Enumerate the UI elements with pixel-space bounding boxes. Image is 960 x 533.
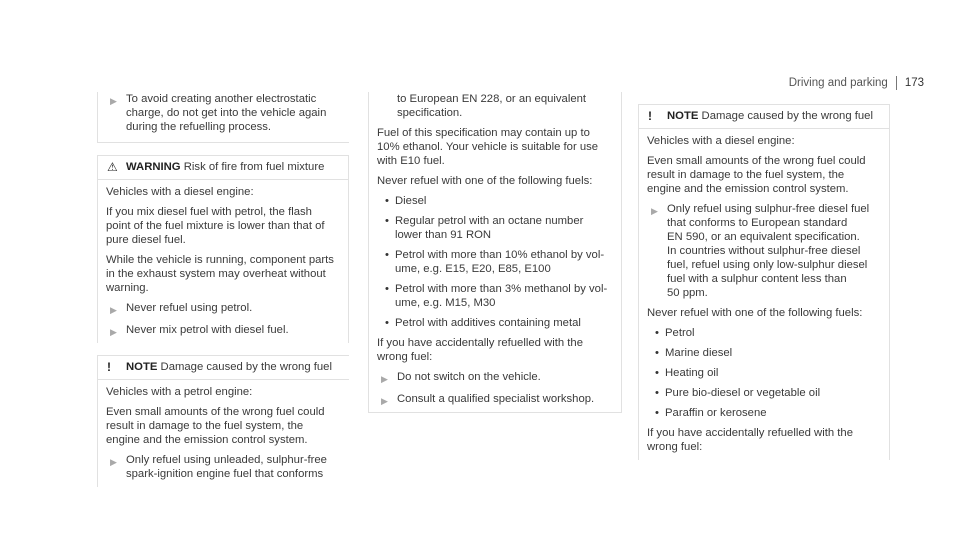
note-title (98, 356, 349, 380)
list-item: • Petrol (647, 326, 889, 340)
note-heading: Damage caused by the wrong fuel (701, 110, 873, 122)
column-left (97, 92, 349, 487)
column-right (638, 104, 890, 460)
list-item: • Pure bio-diesel or vegetable oil (647, 386, 889, 400)
text-line: point of the fuel mixture is lower than that of (106, 220, 325, 232)
exclamation-icon: ! (648, 109, 652, 123)
instruction (639, 202, 889, 300)
text-line: fuel, refuel using only low-sulphur diesel (667, 259, 868, 271)
text-line: • Petrol with more than 3% methanol by vol- (395, 283, 608, 295)
text-line: pure diesel fuel. (106, 234, 186, 246)
paragraph: Never refuel with one of the following fuels: (647, 307, 863, 319)
list-item (377, 282, 621, 310)
paragraph (647, 154, 889, 196)
note-box-diesel (638, 104, 890, 460)
note-title (639, 105, 889, 129)
warning-triangle-icon: ⚠ (107, 160, 118, 174)
instruction (98, 301, 348, 315)
paragraph: Vehicles with a petrol engine: (106, 386, 253, 398)
instruction (98, 323, 348, 337)
instruction (98, 453, 349, 481)
text-line: wrong fuel: (647, 441, 703, 453)
text-line: Consult a qualified specialist workshop. (397, 393, 595, 405)
warning-body (98, 180, 348, 343)
list-item (377, 194, 621, 208)
text-line: While the vehicle is running, component parts (106, 254, 334, 266)
list-item: • Heating oil (647, 366, 889, 380)
text-line: 10% ethanol. Your vehicle is suitable for use (377, 141, 599, 153)
arrow-right-icon: ▶ (381, 396, 388, 406)
forbidden-fuels-list (647, 326, 889, 420)
arrow-right-icon: ▶ (381, 374, 388, 384)
section-title: Driving and parking (788, 77, 888, 89)
text-line: engine and the emission control system. (647, 183, 849, 195)
text-line: charge, do not get into the vehicle again (126, 107, 327, 119)
text-line: ume, e.g. E15, E20, E85, E100 (395, 263, 551, 275)
note-label: NOTE (126, 361, 158, 373)
list-item: • Marine diesel (647, 346, 889, 360)
text-line: engine and the emission control system. (106, 434, 308, 446)
list-item (377, 248, 621, 276)
paragraph: Never refuel with one of the following fuels: (377, 175, 593, 187)
text-line: • Petrol with additives containing metal (395, 317, 581, 329)
arrow-right-icon: ▶ (110, 305, 117, 315)
text-line: lower than 91 RON (395, 229, 492, 241)
list-item (377, 316, 621, 330)
text-line: fuel with a sulphur content less than (667, 273, 847, 285)
text-line: • Regular petrol with an octane number (395, 215, 584, 227)
note-body (639, 129, 889, 460)
text-line: spark-ignition engine fuel that conforms (126, 468, 324, 480)
paragraph (647, 426, 889, 454)
text-line: Fuel of this specification may contain up to (377, 127, 590, 139)
arrow-right-icon: ▶ (110, 96, 117, 106)
warning-box (97, 155, 349, 343)
forbidden-fuels-list (377, 194, 621, 330)
warning-label: WARNING (126, 161, 181, 173)
text-line: Only refuel using unleaded, sulphur-free (126, 454, 327, 466)
text-line: that conforms to European standard (667, 217, 848, 229)
text-line: with E10 fuel. (377, 155, 445, 167)
text-line: Even small amounts of the wrong fuel could (647, 155, 866, 167)
text-line: Never mix petrol with diesel fuel. (126, 324, 289, 336)
text-line: In countries without sulphur-free diesel (667, 245, 861, 257)
paragraph: Vehicles with a diesel engine: (647, 135, 795, 147)
column-middle (368, 92, 622, 413)
text-line: • Diesel (395, 195, 427, 207)
text-line: warning. (106, 282, 149, 294)
text-line: If you mix diesel fuel with petrol, the flash (106, 206, 312, 218)
list-item: • Paraffin or kerosene (647, 406, 889, 420)
note-heading: Damage caused by the wrong fuel (160, 361, 332, 373)
page-header (789, 76, 924, 90)
text-line: wrong fuel: (377, 351, 433, 363)
arrow-right-icon: ▶ (651, 206, 658, 216)
text-line: in the exhaust system may overheat without (106, 268, 326, 280)
instruction (369, 392, 621, 406)
text-line: to European EN 228, or an equivalent (397, 93, 587, 105)
note-box-petrol (97, 355, 349, 487)
arrow-right-icon: ▶ (110, 457, 117, 467)
exclamation-icon: ! (107, 360, 111, 374)
paragraph (106, 253, 348, 295)
text-line: ume, e.g. M15, M30 (395, 297, 496, 309)
text-line: result in damage to the fuel system, the (647, 169, 845, 181)
page-number: 173 (896, 76, 924, 90)
text-line: • Petrol with more than 10% ethanol by vol- (395, 249, 605, 261)
text-line: EN 590, or an equivalent specification. (667, 231, 860, 243)
text-line: If you have accidentally refuelled with the (647, 427, 853, 439)
text-line: 50 ppm. (667, 287, 708, 299)
instruction-avoid-charge (97, 92, 349, 143)
warning-heading: Risk of fire from fuel mixture (183, 161, 325, 173)
note-label: NOTE (667, 110, 699, 122)
paragraph (377, 126, 621, 168)
text-line: Only refuel using sulphur-free diesel fuel (667, 203, 870, 215)
paragraph (106, 405, 349, 447)
list-item (377, 214, 621, 242)
instruction (369, 370, 621, 384)
text-line: If you have accidentally refuelled with the (377, 337, 583, 349)
paragraph: Vehicles with a diesel engine: (106, 186, 254, 198)
text-line: result in damage to the fuel system, the (106, 420, 304, 432)
text-line: during the refuelling process. (126, 121, 272, 133)
paragraph (106, 205, 348, 247)
note-body (98, 380, 349, 487)
text-line: Even small amounts of the wrong fuel could (106, 406, 325, 418)
paragraph-continuation (377, 92, 621, 120)
text-line: specification. (397, 107, 463, 119)
warning-title (98, 156, 348, 180)
text-line: Never refuel using petrol. (126, 302, 253, 314)
paragraph (377, 336, 621, 364)
text-line: To avoid creating another electrostatic (126, 93, 317, 105)
text-line: Do not switch on the vehicle. (397, 371, 541, 383)
arrow-right-icon: ▶ (110, 327, 117, 337)
